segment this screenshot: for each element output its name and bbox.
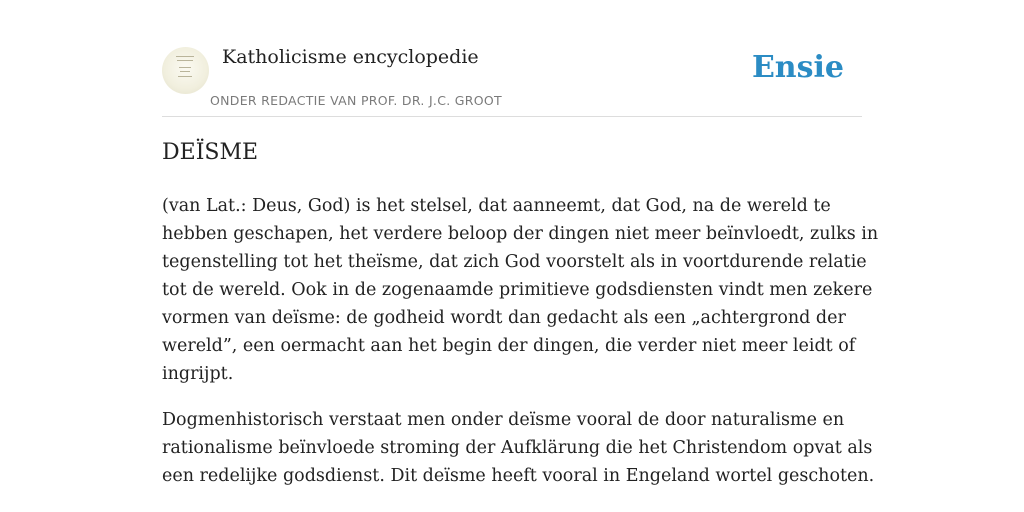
- entry-paragraph: [162, 192, 879, 388]
- paragraph-line: Dogmenhistorisch verstaat men onder deïsme vooral de door naturalisme en: [162, 410, 845, 430]
- paragraph-line: hebben geschapen, het verdere beloop der dingen niet meer beïnvloedt, zulks in: [162, 224, 879, 244]
- paragraph-line: tegenstelling tot het theïsme, dat zich God voorstelt als in voortdurende relatie: [162, 252, 867, 272]
- paragraph-line: wereld”, een oermacht aan het begin der dingen, die verder niet meer leidt of: [162, 336, 856, 356]
- entry-body: [162, 192, 879, 508]
- book-cover-icon[interactable]: [162, 47, 209, 94]
- paragraph-line: een redelijke godsdienst. Dit deïsme heeft vooral in Engeland wortel geschoten.: [162, 466, 875, 486]
- entry-title: DEÏSME: [162, 140, 259, 165]
- entry-paragraph: [162, 406, 875, 490]
- paragraph-line: (van Lat.: Deus, God) is het stelsel, dat aanneemt, dat God, na de wereld te: [162, 196, 831, 216]
- site-logo[interactable]: Ensie: [751, 50, 844, 85]
- paragraph-line: rationalisme beïnvloede stroming der Aufklärung die het Christendom opvat als: [162, 438, 873, 458]
- paragraph-line: vormen van deïsme: de godheid wordt dan gedacht als een „achtergrond der: [162, 308, 846, 328]
- paragraph-line: ingrijpt.: [162, 364, 234, 384]
- page-header: [162, 0, 862, 117]
- book-editor: ONDER REDACTIE VAN PROF. DR. J.C. GROOT: [210, 93, 502, 108]
- book-title[interactable]: Katholicisme encyclopedie: [222, 46, 479, 68]
- paragraph-line: tot de wereld. Ook in de zogenaamde primitieve godsdiensten vindt men zekere: [162, 280, 873, 300]
